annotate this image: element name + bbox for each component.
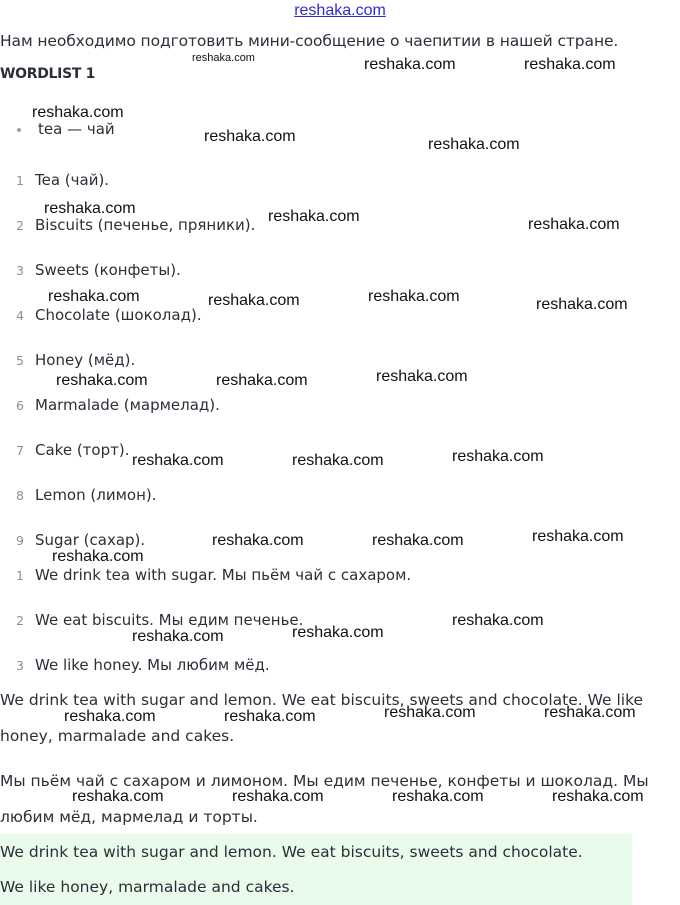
watermark: reshaka.com (216, 372, 308, 389)
watermark: reshaka.com (72, 788, 164, 805)
watermark: reshaka.com (536, 296, 628, 313)
wordlist-item: 3 Sweets (конфеты). (16, 261, 181, 279)
watermark: reshaka.com (428, 136, 520, 153)
watermark: reshaka.com (364, 56, 456, 73)
bullet-item (17, 120, 115, 138)
sentence-item: 3 We like honey. Мы любим мёд. (16, 656, 270, 674)
watermark: reshaka.com (452, 448, 544, 465)
watermark: reshaka.com (32, 104, 124, 121)
watermark: reshaka.com (224, 708, 316, 725)
watermark: reshaka.com (292, 452, 384, 469)
highlight-box (0, 834, 632, 905)
watermark: reshaka.com (268, 208, 360, 225)
wordlist-item: 7 Cake (торт). (16, 441, 130, 459)
paragraph-english: We drink tea with sugar and lemon. We eat biscuits, sweets and chocolate. We like honey, marmalade and cakes. (0, 691, 644, 745)
watermark: reshaka.com (524, 56, 616, 73)
watermark: reshaka.com (232, 788, 324, 805)
watermark: reshaka.com (552, 788, 644, 805)
watermark: reshaka.com (372, 532, 464, 549)
watermark: reshaka.com (368, 288, 460, 305)
watermark: reshaka.com (376, 368, 468, 385)
sentence-item: 1 We drink tea with sugar. Мы пьём чай с сахаром. (16, 566, 412, 584)
intro-text: Нам необходимо подготовить мини-сообщение о чаепитии в нашей стране. (0, 32, 619, 50)
watermark: reshaka.com (392, 788, 484, 805)
watermark: reshaka.com (52, 548, 144, 565)
wordlist-item: 5 Honey (мёд). (16, 351, 136, 369)
wordlist-item: 6 Marmalade (мармелад). (16, 396, 220, 414)
bullet-text: tea — чай (38, 120, 115, 138)
watermark: reshaka.com (292, 624, 384, 641)
watermark: reshaka.com (204, 128, 296, 145)
wordlist-item: 9 Sugar (сахар). (16, 531, 146, 549)
site-link[interactable]: reshaka.com (294, 2, 386, 19)
wordlist-item: 4 Chocolate (шоколад). (16, 306, 202, 324)
watermark: reshaka.com (192, 52, 255, 64)
sentence-item: 2 We eat biscuits. Мы едим печенье. (16, 611, 304, 629)
watermark: reshaka.com (48, 288, 140, 305)
watermark: reshaka.com (56, 372, 148, 389)
watermark: reshaka.com (384, 704, 476, 721)
watermark: reshaka.com (132, 452, 224, 469)
highlight-line: We like honey, marmalade and cakes. (0, 878, 295, 896)
watermark: reshaka.com (528, 216, 620, 233)
paragraph-russian: Мы пьём чай с сахаром и лимоном. Мы едим печенье, конфеты и шоколад. Мы любим мёд, мармелад и торты. (0, 772, 649, 826)
watermark: reshaka.com (544, 704, 636, 721)
wordlist-item: 8 Lemon (лимон). (16, 486, 157, 504)
wordlist-item: 2 Biscuits (печенье, пряники). (16, 216, 256, 234)
watermark: reshaka.com (44, 200, 136, 217)
wordlist-heading: WORDLIST 1 (0, 66, 96, 82)
watermark: reshaka.com (64, 708, 156, 725)
watermark: reshaka.com (208, 292, 300, 309)
watermark: reshaka.com (212, 532, 304, 549)
watermark: reshaka.com (132, 628, 224, 645)
wordlist-item: 1 Tea (чай). (16, 171, 110, 189)
watermark: reshaka.com (532, 528, 624, 545)
watermark: reshaka.com (452, 612, 544, 629)
bullet-dot-icon (17, 128, 21, 132)
highlight-line: We drink tea with sugar and lemon. We eat biscuits, sweets and chocolate. (0, 843, 583, 861)
